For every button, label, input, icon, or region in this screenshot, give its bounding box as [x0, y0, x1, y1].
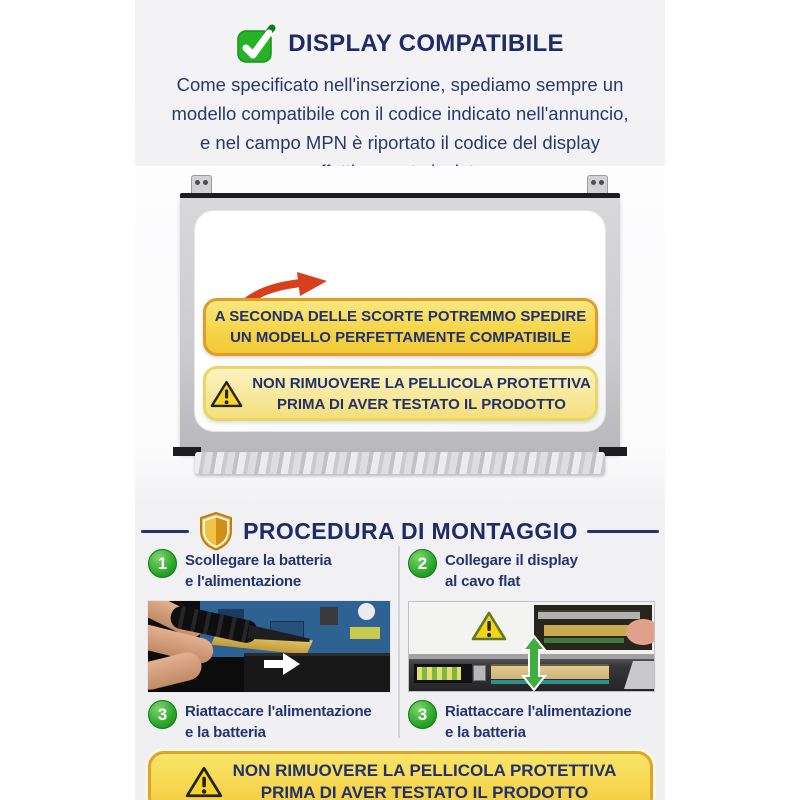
page-title: DISPLAY COMPATIBILE: [288, 30, 564, 57]
ribbon-cable: [491, 664, 609, 679]
intro-line: Come specificato nell'inserzione, spediamo sempre un: [176, 74, 624, 95]
hand: [148, 649, 204, 692]
step-3-right-label: [408, 699, 632, 743]
procedure-heading: [135, 511, 665, 551]
step-2-label: [408, 548, 578, 592]
double-headed-green-arrow-icon: [521, 635, 547, 691]
footer-warning-line: PRIMA DI AVER TESTATO IL PRODOTTO: [260, 783, 589, 800]
step-3-line: Riattaccare l'alimentazione: [185, 703, 372, 720]
lcd-panel-photo: [135, 166, 665, 500]
film-warning-line: NON RIMUOVERE LA PELLICOLA PROTETTIVA: [252, 374, 591, 392]
fingertip: [626, 619, 655, 645]
intro-line: e nel campo MPN è riportato il codice del display: [200, 132, 600, 153]
step-2-badge: 2: [408, 549, 437, 578]
footer-warning-text: [233, 760, 617, 800]
warning-triangle-icon: [210, 379, 243, 409]
step-3-line: Riattaccare l'alimentazione: [445, 703, 632, 720]
header: [135, 24, 665, 64]
step-3-badge: 3: [408, 700, 437, 729]
stock-notice-box: [203, 298, 598, 356]
flat-cable-connector: [414, 664, 472, 683]
step-1-line: e l'alimentazione: [185, 573, 302, 590]
step-2-line: Collegare il display: [445, 552, 578, 569]
product-flyer: [135, 0, 665, 800]
heading-rule-left: [141, 530, 189, 533]
step-1-label: [148, 548, 332, 592]
green-checkmark-icon: [236, 24, 276, 64]
heading-rule-right: [587, 530, 659, 533]
film-warning-line: PRIMA DI AVER TESTATO IL PRODOTTO: [277, 395, 566, 413]
film-warning-text: [252, 373, 591, 415]
step-1-photo: [148, 601, 390, 692]
step-3-left-label: [148, 699, 372, 743]
stock-notice-line: UN MODELLO PERFETTAMENTE COMPATIBILE: [230, 329, 571, 346]
step-1-badge: 1: [148, 549, 177, 578]
column-divider: [398, 546, 400, 738]
step-3-line: e la batteria: [185, 724, 266, 741]
connector-closeup-inset: [534, 605, 652, 650]
film-warning-box: [203, 366, 598, 421]
panel-foil-strip: [195, 452, 605, 474]
step-1-line: Scollegare la batteria: [185, 552, 332, 569]
step-2-line: al cavo flat: [445, 573, 521, 590]
gold-shield-icon: [198, 511, 234, 551]
footer-warning-box: [148, 751, 653, 800]
warning-triangle-icon: [185, 765, 223, 799]
stock-notice-line: A SECONDA DELLE SCORTE POTREMMO SPEDIRE: [214, 308, 587, 325]
step-3-badge: 3: [148, 700, 177, 729]
step-3-line: e la batteria: [445, 724, 526, 741]
white-right-arrow-icon: [264, 653, 300, 675]
warning-triangle-icon: [471, 610, 507, 642]
step-2-photo: [408, 601, 655, 692]
procedure-title: PROCEDURA DI MONTAGGIO: [243, 517, 578, 544]
foil-corner: [624, 661, 654, 689]
intro-line: modello compatibile con il codice indicato nell'annuncio,: [171, 103, 629, 124]
teal-strip: [491, 680, 609, 684]
footer-warning-line: NON RIMUOVERE LA PELLICOLA PROTETTIVA: [232, 761, 617, 780]
